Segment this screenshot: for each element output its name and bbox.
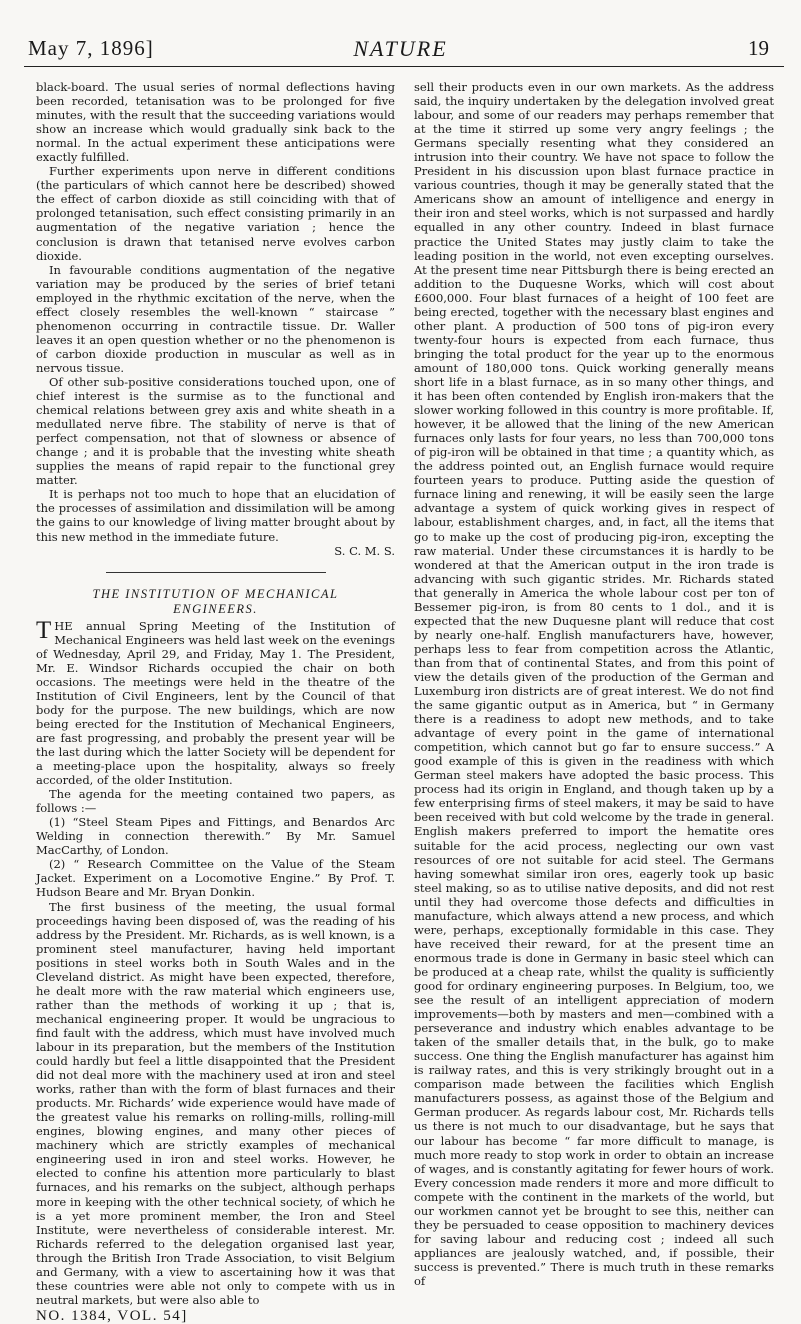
issue-volume: NO. 1384, VOL. 54] [36, 1307, 188, 1324]
header-rule [24, 66, 784, 67]
issue-date: May 7, 1896] [28, 36, 154, 60]
drop-cap: T [36, 616, 52, 644]
paragraph: black-board. The usual series of normal deflections having been recorded, tetanisation was to be prolonged for five minutes, with the result that the succeeding variations would show an increase which would gradually sink back to the normal. In the actual experiment these anticipations were exactly fulfilled. [36, 80, 395, 165]
paragraph: It is perhaps not too much to hope that an elucidation of the processes of assimilation and dissimilation will be among the gains to our knowledge of living matter brought about by this new method in the immediate future. [36, 487, 395, 544]
article-title-line-1: THE INSTITUTION OF MECHANICAL [92, 586, 339, 601]
running-head [24, 36, 777, 66]
section-divider [106, 572, 326, 573]
article-title-line-2: ENGINEERS. [173, 601, 258, 616]
lead-paragraph-text: HE annual Spring Meeting of the Institution of Mechanical Engineers was held last week on the evenings of Wednesday, April 29, and Friday, May 1. The President, Mr. E. Windsor Richards occupied the chair on both occasions. The meetings were held in the theatre of the Institution of Civil Engineers, lent by the Council of that body for the purpose. The new buildings, which are now being erected for the Institution of Mechanical Engineers, are fast progressing, and probably the present year will be the last during which the latter Society will be dependent for a meeting-place upon the hospitality, always so freely accorded, of the older Institution. [36, 618, 395, 788]
paragraph: The first business of the meeting, the usual formal proceedings having been disposed of, was the reading of his address by the President. Mr. Richards, as is well known, is a prominent steel manufacturer, having held important positions in steel works both in South Wales and in the Cleveland district. As might have been expected, therefore, he dealt more with the raw material which engineers use, rather than the methods of working it up ; that is, mechanical engineering proper. It would be ungracious to find fault with the address, which must have involved much labour in its preparation, but the members of the Institution could hardly but feel a little disappointed that the President did not deal more with the machinery used at iron and steel works, rather than with the form of blast furnaces and their products. Mr. Richards’ wide experience would have made of the greatest value his remarks on rolling-mills, rolling-mill engines, blowing engines, and many other pieces of machinery which are strictly examples of mechanical engineering used in iron and steel works. However, he elected to confine his attention more particularly to blast furnaces, and his remarks on the subject, although perhaps more in keeping with the other technical society, of which he is a yet more prominent member, the Iron and Steel Institute, were nevertheless of considerable interest. Mr. Richards referred to the delegation organised last year, through the British Iron Trade Association, to visit Belgium and Germany, with a view to ascertaining how it was that these countries were able not only to compete with us in neutral markets, but were also able to [36, 899, 395, 1307]
agenda-item: (2) “ Research Committee on the Value of the Steam Jacket. Experiment on a Locomotive Engine.” By Prof. T. Hudson Beare and Mr. Bryan Donkin. [36, 857, 395, 900]
journal-title: NATURE [353, 36, 448, 61]
paragraph: Further experiments upon nerve in different conditions (the particulars of which cannot here be described) showed the effect of carbon dioxide as still coinciding with that of prolonged tetanisation, such effect consisting primarily in an augmentation of the negative variation ; hence the conclusion is drawn that tetanised nerve evolves carbon dioxide. [36, 164, 395, 263]
paragraph: Of other sub-positive considerations touched upon, one of chief interest is the surmise as to the functional and chemical relations between grey axis and white sheath in a medullated nerve fibre. The stability of nerve is that of perfect compensation, not that of slowness or absence of change ; and it is probable that the investing white sheath supplies the means of rapid repair to the functional grey matter. [36, 374, 395, 488]
left-column [36, 80, 395, 1323]
paragraph: sell their products even in our own markets. As the address said, the inquiry undertaken by the delegation involved great labour, and some of our readers may perhaps remember that at the time it stirred up some very angry feelings ; the Germans specially resenting what they considered an intrusion into their country. We have not space to follow the President in his discussion upon blast furnace practice in various countries, though it may be generally stated that the Americans show an amount of intelligence and energy in their iron and steel works, which is not surpassed and hardly equalled in any other country. Indeed in blast furnace practice the United States may justly claim to take the leading position in the world, not even excepting ourselves. At the present time near Pittsburgh there is being erected an addition to the Duquesne Works, which will cost about £600,000. Four blast furnaces of a height of 100 feet are being erected, together with the necessary blast engines and other plant. A production of 500 tons of pig-iron every twenty-four hours is expected from each furnace, thus bringing the total product for the year up to the enormous amount of 180,000 tons. Quick working generally means short life in a blast furnace, as in so many other things, and it has been often contended by English iron-makers that the slower working followed in this country is more profitable. If, however, it be allowed that the lining of the new American furnaces only lasts for four years, no less than 700,000 tons of pig-iron will be obtained in that time ; a quantity which, as the address pointed out, an English furnace would require fourteen years to produce. Putting aside the question of furnace lining and renewing, it will be easily seen the large advantage a system of quick working gives in respect of labour, establishment charges, and, in fact, all the items that go to make up the cost of producing pig-iron, excepting the raw material. Under these circumstances it is hardly to be wondered at that the American output in the iron trade is advancing with such gigantic strides. Mr. Richards stated that generally in America the whole labour cost per ton of Bessemer pig-iron, is from 80 cents to 1 dol., and it is expected that the new Duquesne plant will reduce that cost by nearly one-half. English manufacturers have, however, perhaps less to fear from competition across the Atlantic, than from that of continental States, and from this point of view the details given of the production of the German and Luxemburg iron districts are of great interest. We do not find the same gigantic output as in America, but “ in Germany there is a readiness to adopt new methods, and to take advantage of every point in the game of international competition, which cannot but go far to ensure success.” A good example of this is given in the readiness with which German steel makers have adopted the basic process. This process had its origin in England, and though taken up by a few enterprising firms of steel makers, it may be said to have been received with but cold welcome by the trade in general. English makers preferred to import the hematite ores suitable for the acid process, neglecting our own vast resources of ore not suitable for acid steel. The Germans having somewhat similar iron ores, eagerly took up basic steel making, so as to utilise native deposits, and did not rest until they had overcome those defects and difficulties in manufacture, which always attend a new process, and which were, perhaps, exceptionally formidable in this case. They have received their reward, for at the present time an enormous trade is done in Germany in basic steel which can be produced at a cheap rate, whilst the quality is sufficiently good for ordinary engineering purposes. In Belgium, too, we see the result of an intelligent appreciation of modern improvements—both by masters and men—combined with a perseverance and industry which enables advantage to be taken of the smaller details that, in the bulk, go to make success. One thing the English manufacturer has against him is railway rates, and this is very strikingly brought out in a comparison made between the facilities which English manufacturers possess, as against those of the Belgium and German producer. As regards labour cost, Mr. Richards tells us there is not much to our disadvantage, but he says that our labour has become “ far more difficult to manage, is much more ready to stop work in order to obtain an increase of wages, and is constantly agitating for fewer hours of work. Every concession made renders it more and more difficult to compete with the continent in the markets of the world, but our workmen cannot yet be brought to see this, neither can they be persuaded to cease opposition to machinery devices for saving labour and reducing cost ; indeed all such appliances are jealously watched, and, if possible, their success is prevented.” There is much truth in these remarks of [414, 80, 774, 1288]
page-number: 19 [748, 36, 769, 60]
author-initials: S. C. M. S. [334, 543, 395, 558]
lead-paragraph [36, 616, 395, 788]
paragraph: In favourable conditions augmentation of the negative variation may be produced by the series of brief tetani employed in the rhythmic excitation of the nerve, when the effect closely resembles the well-known “ staircase ” phenomenon occurring in contractile tissue. Dr. Waller leaves it an open question whether or no the phenomenon is of carbon dioxide production in muscular as well as in nervous tissue. [36, 262, 395, 375]
right-column [414, 80, 774, 1288]
agenda-item: (1) “Steel Steam Pipes and Fittings, and Benardos Arc Welding in connection therewith.” By Mr. Samuel MacCarthy, of London. [36, 815, 395, 858]
article-title [36, 587, 395, 617]
paragraph: The agenda for the meeting contained two papers, as follows :— [36, 787, 395, 816]
